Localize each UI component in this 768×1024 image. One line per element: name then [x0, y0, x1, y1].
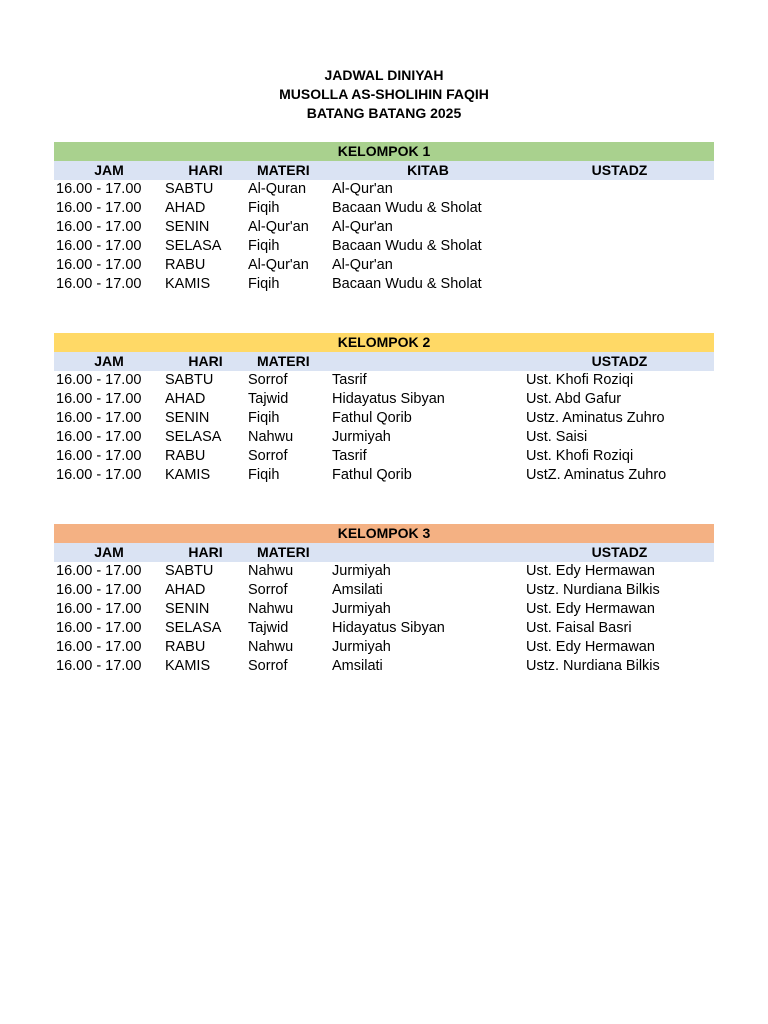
cell-hari: KAMIS: [165, 467, 211, 483]
cell-kitab: Hidayatus Sibyan: [332, 391, 445, 407]
cell-hari: RABU: [165, 257, 206, 273]
group-header: KELOMPOK 2: [54, 333, 714, 352]
column-header-row: [54, 543, 714, 562]
cell-materi: Al-Quran: [248, 181, 307, 197]
cell-materi: Tajwid: [248, 620, 289, 636]
cell-hari: AHAD: [165, 582, 206, 598]
cell-kitab: Tasrif: [332, 372, 367, 388]
cell-jam: 16.00 - 17.00: [56, 219, 142, 235]
group-header: KELOMPOK 3: [54, 524, 714, 543]
cell-ustadz: UstZ. Aminatus Zuhro: [526, 467, 667, 483]
cell-kitab: Al-Qur'an: [332, 257, 393, 273]
cell-kitab: Bacaan Wudu & Sholat: [332, 276, 482, 292]
cell-ustadz: [525, 275, 714, 294]
cell-kitab: Tasrif: [332, 448, 367, 464]
cell-jam: 16.00 - 17.00: [56, 238, 142, 254]
cell-jam: 16.00 - 17.00: [56, 601, 142, 617]
column-header-materi: MATERI: [257, 544, 310, 560]
table-body: [54, 371, 714, 485]
group-kelompok-3: [54, 524, 714, 676]
table-row: [54, 562, 714, 581]
table-row: [54, 657, 714, 676]
title-line-3: BATANG BATANG 2025: [306, 105, 462, 121]
cell-materi: Fiqih: [248, 200, 280, 216]
table-row: [54, 466, 714, 485]
column-header-jam: JAM: [94, 544, 124, 560]
cell-hari: SENIN: [165, 601, 210, 617]
table-row: [54, 237, 714, 256]
cell-kitab: Hidayatus Sibyan: [332, 620, 445, 636]
cell-hari: KAMIS: [165, 658, 211, 674]
cell-ustadz: Ust. Khofi Roziqi: [526, 372, 634, 388]
cell-jam: 16.00 - 17.00: [56, 372, 142, 388]
title-line-1: JADWAL DINIYAH: [324, 67, 444, 83]
cell-hari: SABTU: [165, 181, 214, 197]
column-header-ustadz: USTADZ: [591, 544, 648, 560]
cell-materi: Al-Qur'an: [248, 219, 309, 235]
table-row: [54, 428, 714, 447]
column-header-materi: MATERI: [257, 353, 310, 369]
cell-ustadz: Ust. Saisi: [526, 429, 588, 445]
column-header-ustadz: USTADZ: [591, 162, 648, 178]
cell-jam: 16.00 - 17.00: [56, 410, 142, 426]
cell-hari: RABU: [165, 448, 206, 464]
cell-hari: SABTU: [165, 563, 214, 579]
column-header-ustadz: USTADZ: [591, 353, 648, 369]
cell-materi: Fiqih: [248, 238, 280, 254]
cell-kitab: Fathul Qorib: [332, 467, 412, 483]
table-row: [54, 218, 714, 237]
group-header: KELOMPOK 1: [54, 142, 714, 161]
cell-hari: SELASA: [165, 620, 222, 636]
table-body: [54, 180, 714, 294]
cell-kitab: Bacaan Wudu & Sholat: [332, 200, 482, 216]
cell-kitab: Al-Qur'an: [332, 219, 393, 235]
cell-jam: 16.00 - 17.00: [56, 181, 142, 197]
cell-hari: SELASA: [165, 238, 222, 254]
title-line-2: MUSOLLA AS-SHOLIHIN FAQIH: [279, 86, 489, 102]
table-row: [54, 199, 714, 218]
table-row: [54, 180, 714, 199]
cell-ustadz: Ust. Faisal Basri: [526, 620, 632, 636]
table-row: [54, 600, 714, 619]
cell-hari: KAMIS: [165, 276, 211, 292]
cell-materi: Nahwu: [248, 601, 294, 617]
cell-ustadz: [525, 237, 714, 256]
document-title: [0, 66, 768, 123]
cell-materi: Al-Qur'an: [248, 257, 309, 273]
cell-jam: 16.00 - 17.00: [56, 276, 142, 292]
cell-jam: 16.00 - 17.00: [56, 429, 142, 445]
cell-ustadz: Ust. Edy Hermawan: [526, 601, 655, 617]
cell-materi: Sorrof: [248, 658, 288, 674]
cell-kitab: Al-Qur'an: [332, 181, 393, 197]
table-row: [54, 371, 714, 390]
column-header-hari: HARI: [188, 162, 223, 178]
cell-ustadz: [525, 180, 714, 199]
column-header-kitab: [331, 352, 525, 371]
column-header-jam: JAM: [94, 162, 124, 178]
cell-materi: Sorrof: [248, 372, 288, 388]
cell-hari: SABTU: [165, 372, 214, 388]
column-header-materi: MATERI: [257, 162, 310, 178]
table-row: [54, 390, 714, 409]
cell-jam: 16.00 - 17.00: [56, 257, 142, 273]
cell-materi: Sorrof: [248, 448, 288, 464]
cell-ustadz: Ust. Khofi Roziqi: [526, 448, 634, 464]
column-header-jam: JAM: [94, 353, 124, 369]
cell-jam: 16.00 - 17.00: [56, 391, 142, 407]
cell-materi: Fiqih: [248, 467, 280, 483]
cell-kitab: Bacaan Wudu & Sholat: [332, 238, 482, 254]
table-row: [54, 447, 714, 466]
cell-hari: SELASA: [165, 429, 222, 445]
cell-materi: Fiqih: [248, 410, 280, 426]
column-header-row: [54, 161, 714, 180]
cell-hari: RABU: [165, 639, 206, 655]
cell-jam: 16.00 - 17.00: [56, 563, 142, 579]
cell-materi: Tajwid: [248, 391, 289, 407]
table-row: [54, 638, 714, 657]
cell-kitab: Amsilati: [332, 658, 383, 674]
cell-materi: Fiqih: [248, 276, 280, 292]
cell-jam: 16.00 - 17.00: [56, 582, 142, 598]
cell-ustadz: [525, 199, 714, 218]
table-row: [54, 619, 714, 638]
cell-kitab: Jurmiyah: [332, 429, 391, 445]
cell-ustadz: Ustz. Nurdiana Bilkis: [526, 658, 660, 674]
cell-ustadz: [525, 218, 714, 237]
cell-materi: Nahwu: [248, 429, 294, 445]
cell-materi: Nahwu: [248, 563, 294, 579]
group-kelompok-2: [54, 333, 714, 485]
table-row: [54, 409, 714, 428]
table-row: [54, 581, 714, 600]
cell-ustadz: Ust. Edy Hermawan: [526, 639, 655, 655]
cell-jam: 16.00 - 17.00: [56, 448, 142, 464]
table-body: [54, 562, 714, 676]
cell-ustadz: Ust. Edy Hermawan: [526, 563, 655, 579]
group-kelompok-1: [54, 142, 714, 294]
cell-kitab: Jurmiyah: [332, 601, 391, 617]
cell-kitab: Amsilati: [332, 582, 383, 598]
cell-jam: 16.00 - 17.00: [56, 467, 142, 483]
cell-hari: AHAD: [165, 391, 206, 407]
cell-kitab: Jurmiyah: [332, 639, 391, 655]
cell-hari: SENIN: [165, 219, 210, 235]
column-header-row: [54, 352, 714, 371]
cell-jam: 16.00 - 17.00: [56, 620, 142, 636]
cell-ustadz: Ustz. Aminatus Zuhro: [526, 410, 665, 426]
column-header-hari: HARI: [188, 544, 223, 560]
cell-kitab: Fathul Qorib: [332, 410, 412, 426]
cell-jam: 16.00 - 17.00: [56, 658, 142, 674]
cell-jam: 16.00 - 17.00: [56, 200, 142, 216]
cell-materi: Sorrof: [248, 582, 288, 598]
cell-hari: AHAD: [165, 200, 206, 216]
column-header-hari: HARI: [188, 353, 223, 369]
cell-kitab: Jurmiyah: [332, 563, 391, 579]
cell-ustadz: Ustz. Nurdiana Bilkis: [526, 582, 660, 598]
cell-jam: 16.00 - 17.00: [56, 639, 142, 655]
table-row: [54, 256, 714, 275]
cell-materi: Nahwu: [248, 639, 294, 655]
cell-ustadz: [525, 256, 714, 275]
table-row: [54, 275, 714, 294]
column-header-kitab: KITAB: [407, 162, 449, 178]
cell-hari: SENIN: [165, 410, 210, 426]
column-header-kitab: [331, 543, 525, 562]
cell-ustadz: Ust. Abd Gafur: [526, 391, 622, 407]
